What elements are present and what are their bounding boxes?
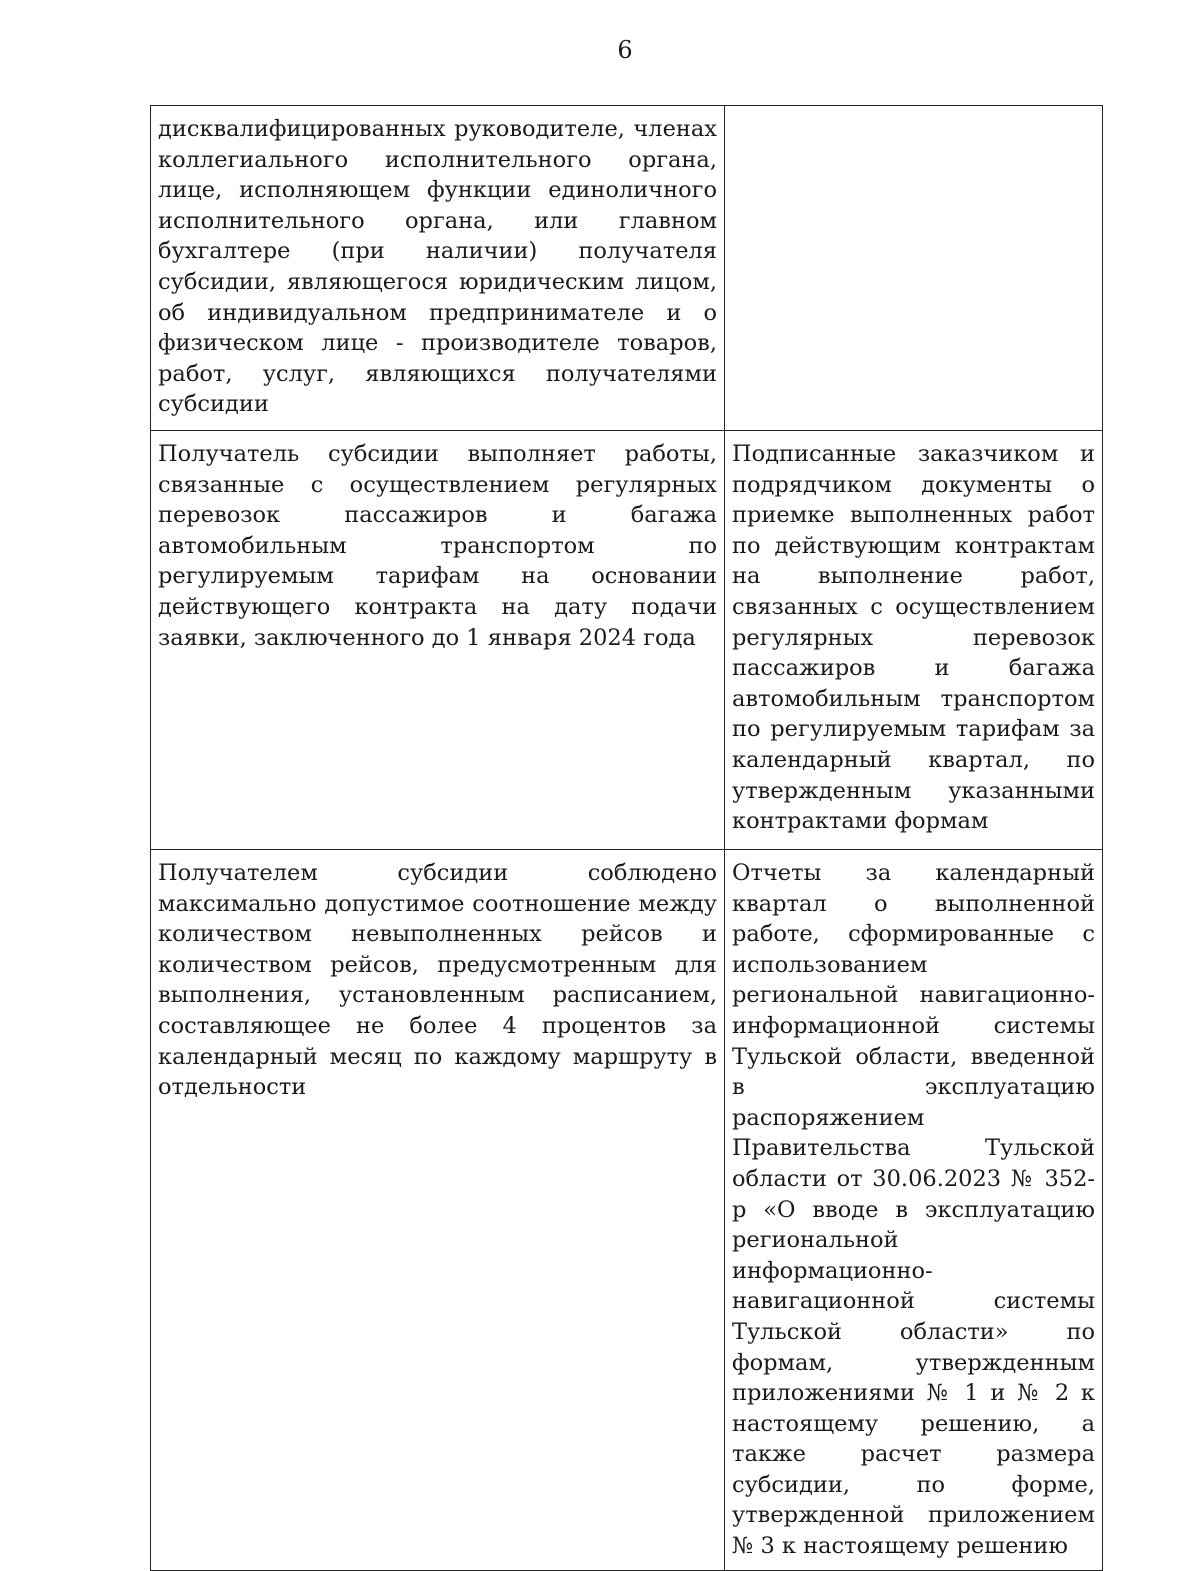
requirements-table [150, 105, 1103, 1571]
documents-cell: Подписанные заказчиком и подрядчиком документы о приемке выполненных работ по действующим контрактам на выполнение работ, связанных с осуществлением регулярных перевозок пассажиров и багажа автомобильным транспортом по регулируемым тарифам за календарный квартал, по утвержденным указанными контрактами формам [725, 431, 1103, 850]
documents-cell [725, 106, 1103, 431]
table-row [151, 850, 1103, 1571]
requirement-cell: Получателем субсидии соблюдено максимально допустимое соотношение между количеством невыполненных рейсов и количеством рейсов, предусмотренным для выполнения, установленным расписанием, составляющее не более 4 процентов за календарный месяц по каждому маршруту в отдельности [151, 850, 725, 1571]
table-row [151, 431, 1103, 850]
documents-cell: Отчеты за календарный квартал о выполненной работе, сформированные с использованием региональной навигационно-информационной системы Тульской области, введенной в эксплуатацию распоряжением Правительства Тульской области от 30.06.2023 № 352-р «О вводе в эксплуатацию региональной информационно-навигационной системы Тульской области» по формам, утвержденным приложениями № 1 и № 2 к настоящему решению, а также расчет размера субсидии, по форме, утвержденной приложением № 3 к настоящему решению [725, 850, 1103, 1571]
table-row [151, 106, 1103, 431]
page-number: 6 [617, 36, 633, 64]
requirement-cell: дисквалифицированных руководителе, членах коллегиального исполнительного органа, лице, исполняющем функции единоличного исполнительного органа, или главном бухгалтере (при наличии) получателя субсидии, являющегося юридическим лицом, об индивидуальном предпринимателе и о физическом лице - производителе товаров, работ, услуг, являющихся получателями субсидии [151, 106, 725, 431]
requirement-cell: Получатель субсидии выполняет работы, связанные с осуществлением регулярных перевозок пассажиров и багажа автомобильным транспортом по регулируемым тарифам на основании действующего контракта на дату подачи заявки, заключенного до 1 января 2024 года [151, 431, 725, 850]
